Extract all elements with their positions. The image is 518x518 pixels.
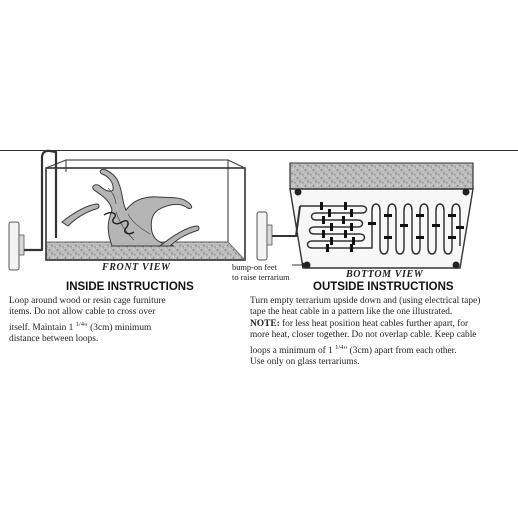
foot [463, 189, 470, 196]
feet-callout-line1: bump-on feet [232, 263, 277, 272]
wall-outlet-2 [257, 212, 267, 260]
outside-line-6: Use only on glass terrariums. [250, 357, 360, 368]
feet-callout [232, 263, 290, 282]
wall-outlet [9, 222, 19, 270]
outside-line-2: tape the heat cable in a pattern like the one illustrated. [250, 307, 453, 318]
foot [453, 262, 460, 269]
inside-line-3: itself. Maintain 1 $^{1/4}$" (3cm) minimum [9, 320, 152, 333]
glass-bottom [290, 189, 473, 268]
note-label: NOTE: [250, 318, 280, 329]
inside-instructions-text [9, 296, 249, 346]
inside-instructions-heading: INSIDE INSTRUCTIONS [66, 281, 194, 293]
foot [295, 189, 302, 196]
outside-instructions-text [250, 296, 516, 369]
inside-line-4: distance between loops. [9, 334, 99, 345]
bottom-view-label: BOTTOM VIEW [346, 269, 424, 280]
outside-line-1: Turn empty terrarium upside down and (using electrical tape) [250, 296, 481, 306]
inside-line-1: Loop around wood or resin cage furniture [9, 296, 166, 306]
outside-instructions-heading: OUTSIDE INSTRUCTIONS [313, 281, 454, 293]
front-view-figure [9, 151, 245, 270]
feet-callout-line2: to raise terrarium [232, 272, 290, 282]
outside-line-3: NOTE: for less heat position heat cables further apart, for [250, 318, 469, 329]
inside-line-2: items. Do not allow cable to cross over [9, 307, 156, 318]
front-view-label: FRONT VIEW [102, 262, 171, 273]
driftwood [62, 169, 199, 246]
outside-line-5: loops a minimum of 1 $^{1/4}$" (3cm) apart from each other. [250, 343, 457, 356]
outside-line-4: more heat, closer together. Do not overlap cable. Keep cable [250, 330, 477, 341]
bottom-view-figure [257, 163, 473, 269]
